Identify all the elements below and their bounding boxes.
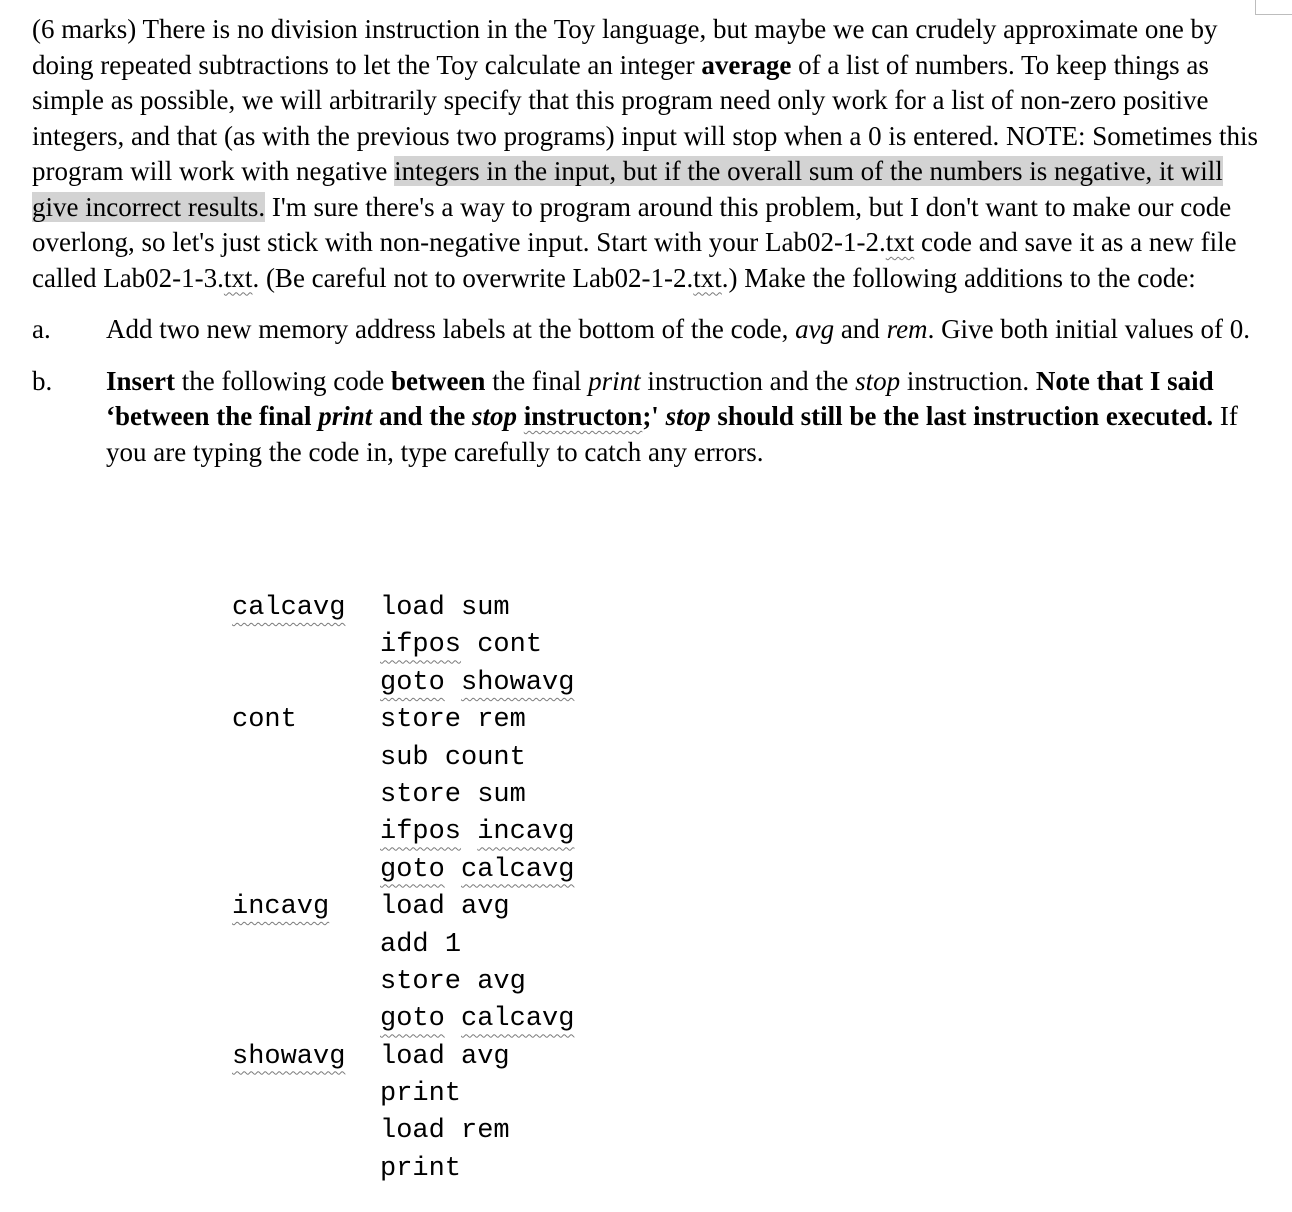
item-b-bold: and the [372,401,473,431]
code-instruction [380,1076,461,1113]
code-instruction [380,665,574,702]
item-a-text: Add two new memory address labels at the bottom of the code, [106,314,796,344]
code-label: cont [232,705,297,736]
code-operand: cont [477,630,543,661]
code-instruction [380,590,510,627]
item-a-avg: avg [795,314,835,344]
code-label: calcavg [232,593,346,623]
code-instruction [380,1001,574,1038]
spell-flag-txt: txt [693,262,722,293]
item-b-bold: should still be the last instruction executed. [710,401,1214,431]
item-b-bold-italic: print [318,401,373,431]
code-opcode: goto [380,1004,445,1035]
code-label: incavg [232,892,330,923]
code-opcode: print [380,1079,462,1110]
code-opcode: load [380,892,445,923]
code-opcode: sub [380,742,429,773]
item-b-text: instruction. [900,365,1036,396]
code-instruction [380,1039,510,1076]
list-item-b [32,364,1262,471]
code-operand: incavg [477,817,575,848]
code-opcode: load [380,1041,445,1072]
code-operand: calcavg [461,854,575,885]
code-operand: showavg [461,667,575,698]
list-marker: b. [32,365,53,396]
code-operand: sum [461,593,510,623]
item-a-text: and [834,314,887,344]
code-instruction [380,1151,461,1188]
code-operand: rem [461,1116,510,1147]
code-opcode: goto [380,854,445,885]
item-b-text: instruction and the [640,365,856,396]
code-operand: 1 [444,929,462,960]
code-instruction [380,1113,510,1150]
item-a-rem: rem [886,314,928,344]
code-instruction [380,927,461,964]
code-operand: avg [461,1041,510,1072]
spell-flag-txt: txt [885,227,915,257]
intro-paragraph [32,12,1262,296]
item-b-bold: between [390,365,486,396]
code-instruction [380,964,526,1001]
intro-text-2: of a list of numbers. To keep things as simple as possible, we will arbitrarily specify that this program need only work for a list of non-zero positive integers, and that (as with the previous two programs) input will stop when a 0 is entered. NOTE: Sometimes this program will work with negative [32,49,1259,186]
list-item-a [32,312,1262,348]
item-b-italic: stop [855,365,901,396]
item-b-bold: Insert [106,365,175,396]
code-instruction [380,889,510,926]
item-b-bold: Note that I said ‘between the final [106,365,1214,431]
code-operand: sum [477,779,526,810]
spell-flag-txt: txt [223,262,253,293]
spell-flag-instructon: instructon [523,401,643,431]
intro-highlight: integers in the input, but if the overall sum of the numbers is negative, it will give incorrect results. [32,156,1223,222]
intro-text-5: . (Be careful not to overwrite Lab02-1-2. [252,262,694,293]
code-label: showavg [232,1041,346,1072]
code-operand: calcavg [461,1004,575,1035]
intro-text-1: (6 marks) There is no division instruction in the Toy language, but maybe we can crudely approximate one by doing repeated subtractions to let the Toy calculate an integer [32,14,1218,80]
document-page [32,12,1262,470]
code-instruction [380,740,526,777]
code-opcode: load [380,1116,445,1147]
item-b-text: the final [485,365,589,396]
code-operand: avg [477,966,526,997]
code-opcode: store [380,966,462,997]
code-instruction [380,852,574,889]
code-operand: count [444,742,526,773]
code-opcode: print [380,1153,462,1184]
code-instruction [380,814,574,851]
code-instruction [380,777,526,814]
code-opcode: store [380,705,462,736]
item-b-text: If you are typing the code in, type carefully to catch any errors. [106,401,1238,467]
item-b-text: the following code [175,365,391,396]
code-opcode: load [380,593,445,623]
list-marker: a. [32,314,51,344]
item-b-italic: print [588,365,641,396]
item-a-text: . Give both initial values of 0. [927,314,1251,344]
code-operand: avg [461,892,510,923]
code-opcode: store [380,779,462,810]
list-item-body [106,364,1262,471]
intro-bold-average: average [701,49,792,80]
code-opcode: ifpos [380,630,462,661]
item-b-bold [517,401,524,431]
intro-text-6: .) Make the following additions to the code: [721,262,1196,293]
code-instruction [380,702,526,739]
item-b-bold-italic: stop [472,401,518,431]
item-b-bold-italic: stop [665,401,711,431]
list-item-body [106,312,1262,348]
code-opcode: ifpos [380,817,462,848]
intro-text-4: code and save it as a new file called Lab02-1-3. [32,227,1237,293]
intro-text-3: I'm sure there's a way to program around this problem, but I don't want to make our code overlong, so let's just stick with non-negative input. Start with your Lab02-1-2. [32,191,1232,257]
code-operand: rem [477,705,526,736]
code-instruction [380,627,542,664]
code-opcode: add [380,929,429,960]
code-opcode: goto [380,667,445,698]
item-b-bold: ;' [642,401,666,431]
